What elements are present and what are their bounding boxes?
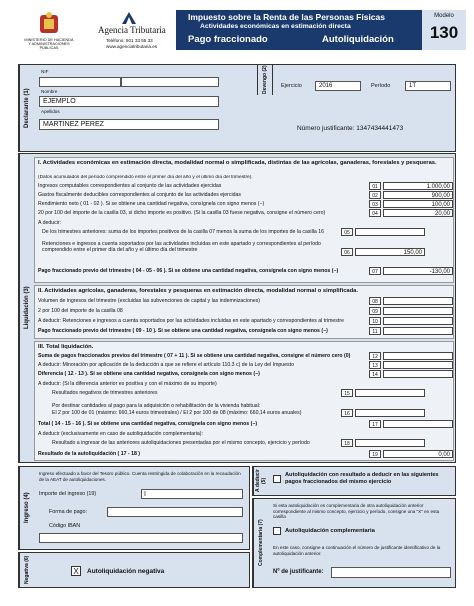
row-07-label: Pago fraccionado previo del trimestre ( 04 - 05 - 06 ). Si se obtiene una cantidad negativa, consígnela con signo menos (−)	[38, 268, 339, 274]
complementaria-text-2: En este caso, consigne a continuación el número de justificante identificativo de la autoliquidación anterior.	[273, 545, 441, 556]
value-01[interactable]: 1.000,00	[383, 182, 453, 190]
ministry-label: MINISTERIO DE HACIENDA Y ADMINISTRACIONES PÚBLICAS	[24, 38, 74, 51]
justificante-label: Nº de justificante:	[273, 569, 324, 575]
box-19: 19	[369, 450, 381, 458]
box-07: 07	[369, 267, 381, 275]
value-12[interactable]	[383, 352, 453, 360]
value-17[interactable]	[383, 420, 453, 428]
negativa-section	[18, 552, 250, 588]
declarante-side-label: Declarante (1)	[19, 65, 34, 151]
value-18[interactable]	[355, 439, 425, 447]
ingreso-text: Ingreso efectuado a favor del Tesoro público. Cuenta restringida de colaboración en la recaudación de la AEAT de autoliquidaciones.	[39, 471, 241, 482]
ejercicio-value: 2016	[319, 83, 333, 89]
header	[8, 8, 468, 64]
apellidos-field[interactable]	[39, 119, 219, 130]
value-19[interactable]: 0,00	[383, 450, 453, 458]
ejercicio-field[interactable]	[315, 81, 361, 91]
row-11-label: Pago fraccionado previo del trimestre ( 09 - 10 ). Si se obtiene una cantidad negativa, consígnela con signo menos (−)	[38, 328, 328, 334]
row-complementaria-label: A deducir (exclusivamente en caso de autoliquidación complementaria):	[38, 431, 203, 437]
box-10: 10	[369, 317, 381, 325]
nombre-field[interactable]	[39, 96, 219, 107]
negativa-label: Autoliquidación negativa	[87, 568, 165, 575]
row-12-label: Suma de pagos fraccionados previos del trimestre ( 07 + 11 ). Si se obtiene una cantidad negativa, consigne el número cero (0)	[38, 353, 351, 359]
ingreso-side-label: Ingreso (4)	[19, 467, 34, 549]
importe-label: Importe del ingreso (19)	[39, 491, 97, 497]
row-08-label: Volumen de ingresos del trimestre (excluidas las subvenciones de capital y las indemnizaciones)	[38, 298, 261, 304]
negativa-checkbox[interactable]: X	[71, 566, 81, 576]
adeducir-text: Autoliquidación con resultado a deducir en las siguientes pagos fraccionados del mismo ejercicio	[285, 472, 439, 485]
title-line-1: Impuesto sobre la Renta de las Personas Físicas	[188, 12, 385, 22]
row-05-label: De los trimestres anteriores: suma de los importes positivos de la casilla 07 menos la suma de los importes de la casilla 16	[42, 229, 324, 235]
periodo-value: 1T	[409, 83, 417, 89]
header-title-bar	[176, 10, 422, 50]
value-07[interactable]: -130,00	[383, 267, 453, 275]
adeducir-side-label: A deducir (5)	[253, 467, 268, 495]
row-03-label: Rendimiento neto ( 01 - 02 ). Si se obtiene una cantidad negativa, consígnela con signo menos (−)	[38, 201, 265, 207]
iban-label: Código IBAN	[49, 523, 81, 529]
value-15[interactable]	[355, 389, 425, 397]
box-02: 02	[369, 191, 381, 199]
complementaria-text-1: Si esta autoliquidación es complementaria de otra autoliquidación anterior correspondiente al mismo concepto, ejercicio y período, consigne una "X" en esta casilla	[273, 503, 440, 520]
modelo-number: 130	[429, 23, 459, 42]
row-01-label: Ingresos computables correspondientes al conjunto de las actividades ejercidas	[38, 183, 222, 189]
row-deducir-label: A deducir: (Si la diferencia anterior es positiva y con el máximo de su importe)	[38, 381, 217, 387]
ingreso-section	[18, 466, 250, 550]
value-09[interactable]	[383, 307, 453, 315]
nif-extra-field[interactable]	[121, 77, 219, 87]
agency-name: Agencia Tributaria	[98, 25, 166, 35]
negativa-side-label: Negativa (6)	[19, 553, 34, 587]
modelo-label: Modelo	[434, 13, 454, 19]
row-04-label: 20 por 100 del importe de la casilla 03, si dicho importe es positivo. (Si la casilla 03 fuese negativa, consigne el número cero)	[38, 210, 326, 216]
value-02[interactable]: 900,00	[383, 191, 453, 199]
row-18-label: Resultado a ingresar de las anteriores autoliquidaciones presentadas por el mismo concepto, ejercicio y período	[52, 440, 310, 446]
row-06-label: Retenciones e ingresos a cuenta soportados por las actividades incluidas en este apartado y correspondientes al período comprendido entre el primer día del año y el último día del trimestre	[42, 241, 321, 253]
section-1-subtitle: (Datos acumulados del período comprendido entre el primer día del año y el último día del trimestre).	[38, 175, 253, 180]
forma-pago-field[interactable]	[107, 507, 243, 517]
value-13[interactable]	[383, 361, 453, 369]
row-15-label: Resultados negativos de trimestres anteriores	[52, 390, 158, 396]
row-02-label: Gastos fiscalmente deducibles correspondientes al conjunto de las actividades ejercidas	[38, 192, 242, 198]
box-01: 01	[369, 182, 381, 190]
devengo-side-label: Devengo (2)	[257, 65, 273, 95]
value-10[interactable]	[383, 317, 453, 325]
agency-phone: Teléfono: 901 33 55 33	[106, 38, 153, 43]
box-09: 09	[369, 307, 381, 315]
box-08: 08	[369, 297, 381, 305]
value-14[interactable]	[383, 370, 453, 378]
periodo-label: Período	[371, 83, 391, 89]
section-1-title: I. Actividades económicas en estimación directa, modalidad normal o simplificada, distintas de las agrícolas, ganaderas, forestales y pesqueras.	[38, 160, 437, 166]
box-16: 16	[341, 409, 353, 417]
title-line-3-left: Pago fraccionado	[188, 34, 268, 45]
justificante-number: Número justificante: 1347434441473	[297, 125, 404, 132]
value-08[interactable]	[383, 297, 453, 305]
ejercicio-label: Ejercicio	[281, 83, 302, 89]
nombre-value: EJEMPLO	[43, 98, 76, 105]
complementaria-checkbox[interactable]	[273, 527, 281, 535]
value-05[interactable]	[355, 228, 425, 236]
adeducir-section	[252, 466, 456, 496]
section-3-title: III. Total liquidación.	[38, 344, 94, 350]
liquidacion-side-label: Liquidación (3)	[19, 154, 34, 462]
box-17: 17	[369, 420, 381, 428]
agency-web: www.agenciatributaria.es	[106, 44, 158, 49]
box-12: 12	[369, 352, 381, 360]
nombre-label: Nombre	[41, 89, 58, 94]
section-2-title: II. Actividades agrícolas, ganaderas, forestales y pesqueras en estimación directa, modalidad normal o simplificada.	[38, 288, 359, 294]
value-16[interactable]	[355, 409, 425, 417]
complementaria-check-label: Autoliquidación complementaria	[285, 528, 375, 534]
modelo-box	[422, 10, 466, 50]
adeducir-checkbox[interactable]	[273, 475, 281, 483]
row-10-label: A deducir: Retenciones e ingresos a cuenta soportados por las actividades incluidas en este apartado y correspondientes al trimestre	[38, 318, 344, 324]
value-03[interactable]: 100,00	[383, 200, 453, 208]
apellidos-label: Apellidos	[41, 109, 60, 114]
title-line-2: Actividades económicas en estimación directa	[200, 23, 351, 30]
box-05: 05	[341, 228, 353, 236]
justificante-field[interactable]	[331, 567, 451, 578]
box-04: 04	[369, 209, 381, 217]
row-vivienda-label: Por destinar cantidades al pago para la adquisición o rehabilitación de la vivienda habitual:	[52, 403, 261, 409]
nif-label: NIF	[41, 69, 49, 74]
box-11: 11	[369, 327, 381, 335]
box-03: 03	[369, 200, 381, 208]
value-04[interactable]: 20,00	[383, 209, 453, 217]
coat-of-arms-icon	[38, 12, 60, 36]
iban-field[interactable]	[39, 533, 243, 543]
box-06: 06	[341, 248, 353, 256]
importe-field[interactable]: I	[141, 489, 243, 499]
box-15: 15	[341, 389, 353, 397]
value-11[interactable]	[383, 327, 453, 335]
row-09-label: 2 por 100 del importe de la casilla 08	[38, 308, 123, 314]
row-13-label: A deducir: Minoración por aplicación de la deducción a que se refiere el artículo 110.3 c) de la Ley del Impuesto	[38, 362, 294, 368]
row-17-label: Total ( 14 - 15 - 16 ). Si se obtiene una cantidad negativa, consígnela con signo menos (−)	[38, 421, 258, 427]
row-16-label: El 2 por 100 de 01 (máximo: 660,14 euros trimestrales) / El 2 por 100 de 08 (máximo: 660,14 euros anuales)	[52, 410, 302, 416]
row-14-label: Diferencia ( 12 - 13 ). Si se obtiene una cantidad negativa, consígnela con signo menos (−)	[38, 371, 260, 377]
apellidos-value: MARTINEZ PEREZ	[43, 121, 104, 128]
declarante-section	[18, 64, 456, 152]
agency-logo-icon	[122, 12, 136, 24]
nif-field[interactable]	[39, 77, 121, 87]
deducir-label: A deducir:	[38, 220, 62, 226]
box-18: 18	[341, 439, 353, 447]
forma-pago-label: Forma de pago:	[49, 509, 88, 515]
complementaria-section	[252, 498, 456, 588]
row-19-label: Resultado de la autoliquidación ( 17 - 18 )	[38, 451, 141, 457]
periodo-field[interactable]	[405, 81, 451, 91]
complementaria-side-label: Complementaria (7)	[253, 499, 268, 587]
box-14: 14	[369, 370, 381, 378]
title-line-3-right: Autoliquidación	[322, 34, 394, 45]
value-06[interactable]: 150,00	[355, 248, 425, 256]
box-13: 13	[369, 361, 381, 369]
